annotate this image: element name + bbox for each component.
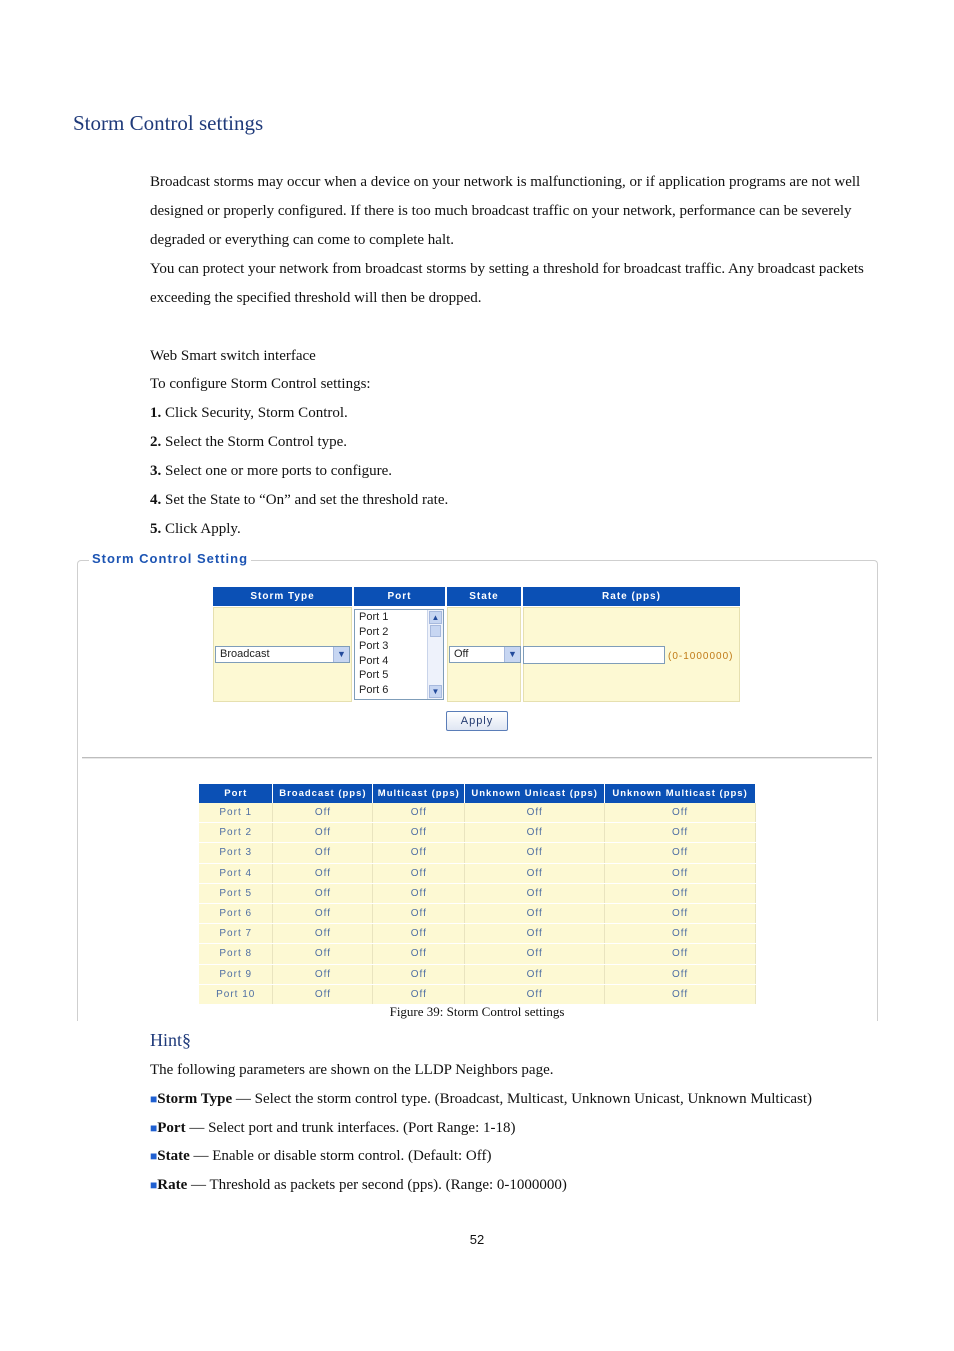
scroll-down-icon[interactable]: ▼: [429, 685, 442, 698]
rate-value-cell: Off: [373, 883, 465, 903]
rate-value-cell: Off: [273, 803, 373, 823]
figure-caption: Figure 39: Storm Control settings: [389, 1004, 565, 1019]
col-multicast: Multicast (pps): [373, 784, 465, 803]
storm-control-figure: [77, 551, 878, 1004]
chevron-down-icon: ▼: [333, 647, 349, 662]
rate-value-cell: Off: [273, 863, 373, 883]
param-storm-type: [150, 1085, 890, 1114]
port-option[interactable]: Port 4: [359, 654, 389, 667]
param-name: Storm Type: [157, 1091, 233, 1107]
storm-type-select[interactable]: [215, 646, 350, 663]
port-cell: Port 8: [199, 944, 273, 964]
rate-value-cell: Off: [273, 843, 373, 863]
table-row: [199, 863, 756, 883]
rate-value-cell: Off: [273, 924, 373, 944]
storm-type-value: Broadcast: [220, 648, 270, 660]
rate-value-cell: Off: [465, 924, 605, 944]
rate-value-cell: Off: [373, 803, 465, 823]
rate-value-cell: Off: [465, 863, 605, 883]
step-number: 2.: [150, 434, 162, 450]
port-option[interactable]: Port 6: [359, 683, 389, 696]
rate-value-cell: Off: [373, 964, 465, 984]
rate-value-cell: Off: [273, 823, 373, 843]
bullet-square-icon: ■: [150, 1121, 158, 1135]
port-cell: Port 10: [199, 984, 273, 1004]
bullet-square-icon: ■: [150, 1092, 158, 1106]
param-name: Port: [157, 1120, 186, 1136]
step-2: [150, 428, 890, 457]
hint-title: Hint§: [150, 1030, 192, 1050]
rate-range-hint: (0-1000000): [668, 651, 734, 662]
table-row: [199, 843, 756, 863]
rate-value-cell: Off: [605, 964, 756, 984]
port-cell: Port 1: [199, 803, 273, 823]
port-cell: Port 9: [199, 964, 273, 984]
param-desc: — Select the storm control type. (Broadcast, Multicast, Unknown Unicast, Unknown Multicast): [232, 1091, 813, 1107]
configure-label: To configure Storm Control settings:: [150, 376, 371, 392]
table-row: [199, 924, 756, 944]
port-cell: Port 5: [199, 883, 273, 903]
port-cell: Port 3: [199, 843, 273, 863]
page-number: 52: [469, 1232, 485, 1247]
listbox-scrollbar[interactable]: [427, 610, 443, 699]
param-name: Rate: [157, 1177, 188, 1193]
rate-value-cell: Off: [373, 944, 465, 964]
rate-input[interactable]: [523, 646, 665, 664]
rate-value-cell: Off: [605, 803, 756, 823]
rate-value-cell: Off: [465, 903, 605, 923]
rate-value-cell: Off: [605, 823, 756, 843]
rate-value-cell: Off: [605, 863, 756, 883]
step-number: 1.: [150, 405, 162, 421]
step-number: 5.: [150, 521, 162, 537]
rate-value-cell: Off: [273, 944, 373, 964]
step-text: Select one or more ports to configure.: [161, 463, 393, 479]
scroll-thumb[interactable]: [430, 625, 441, 637]
step-1: [150, 399, 890, 428]
rate-value-cell: Off: [273, 883, 373, 903]
rate-value-cell: Off: [373, 924, 465, 944]
rate-value-cell: Off: [373, 823, 465, 843]
step-text: Select the Storm Control type.: [161, 434, 348, 450]
port-option[interactable]: Port 3: [359, 640, 389, 653]
section-divider: [82, 757, 872, 759]
rate-value-cell: Off: [273, 984, 373, 1004]
rate-value-cell: Off: [465, 803, 605, 823]
interface-label: Web Smart switch interface: [150, 348, 316, 364]
rate-value-cell: Off: [465, 883, 605, 903]
port-cell: Port 2: [199, 823, 273, 843]
bullet-square-icon: ■: [150, 1178, 158, 1192]
rate-value-cell: Off: [373, 903, 465, 923]
rate-value-cell: Off: [465, 843, 605, 863]
intro-paragraph-1: Broadcast storms may occur when a device on your network is malfunctioning, or if application programs are not well designed or properly configured. If there is too much broadcast traffic on your network, performance can be severely degraded or everything can come to complete halt.: [150, 174, 861, 248]
rate-value-cell: Off: [273, 964, 373, 984]
rate-value-cell: Off: [373, 984, 465, 1004]
header-port: Port: [354, 587, 445, 606]
param-port: [150, 1114, 890, 1143]
header-state: State: [447, 587, 521, 606]
rate-value-cell: Off: [605, 944, 756, 964]
panel-legend: Storm Control Setting: [89, 551, 251, 566]
port-option[interactable]: Port 1: [359, 611, 389, 623]
rate-value-cell: Off: [465, 984, 605, 1004]
table-header-row: [199, 784, 756, 803]
rate-value-cell: Off: [605, 843, 756, 863]
step-5: [150, 515, 890, 544]
col-unknown-unicast: Unknown Unicast (pps): [465, 784, 605, 803]
port-cell: Port 6: [199, 903, 273, 923]
step-4: [150, 486, 890, 515]
step-number: 3.: [150, 463, 162, 479]
table-row: [199, 944, 756, 964]
col-port: Port: [199, 784, 273, 803]
port-listbox[interactable]: [354, 609, 444, 700]
port-cell: Port 7: [199, 924, 273, 944]
rate-value-cell: Off: [465, 964, 605, 984]
param-desc: — Threshold as packets per second (pps). (Range: 0-1000000): [187, 1177, 567, 1193]
param-desc: — Select port and trunk interfaces. (Port Range: 1-18): [185, 1120, 516, 1136]
port-cell: Port 4: [199, 863, 273, 883]
table-row: [199, 823, 756, 843]
rate-value-cell: Off: [605, 903, 756, 923]
step-text: Set the State to “On” and set the threshold rate.: [161, 492, 449, 508]
scroll-up-icon[interactable]: ▲: [429, 611, 442, 624]
rate-value-cell: Off: [273, 903, 373, 923]
param-state: [150, 1142, 890, 1171]
hint-intro: The following parameters are shown on the LLDP Neighbors page.: [150, 1062, 554, 1078]
step-number: 4.: [150, 492, 162, 508]
rate-value-cell: Off: [605, 883, 756, 903]
state-select[interactable]: [449, 646, 521, 663]
port-option[interactable]: Port 2: [359, 625, 389, 638]
bullet-square-icon: ■: [150, 1149, 158, 1163]
param-name: State: [157, 1148, 190, 1164]
col-unknown-multicast: Unknown Multicast (pps): [605, 784, 756, 803]
param-rate: [150, 1171, 890, 1200]
step-text: Click Apply.: [161, 521, 241, 537]
header-rate: Rate (pps): [523, 587, 740, 606]
header-storm-type: Storm Type: [213, 587, 352, 606]
param-desc: — Enable or disable storm control. (Default: Off): [189, 1148, 492, 1164]
table-row: [199, 984, 756, 1004]
apply-button[interactable]: Apply: [446, 711, 508, 731]
rate-value-cell: Off: [465, 944, 605, 964]
port-option[interactable]: Port 5: [359, 669, 389, 682]
rate-value-cell: Off: [605, 984, 756, 1004]
intro-paragraph-2: You can protect your network from broadcast storms by setting a threshold for broadcast traffic. Any broadcast packets exceeding the specified threshold will then be dropped.: [150, 261, 864, 306]
table-row: [199, 903, 756, 923]
col-broadcast: Broadcast (pps): [273, 784, 373, 803]
rate-value-cell: Off: [373, 843, 465, 863]
chevron-down-icon: ▼: [504, 647, 520, 662]
table-row: [199, 883, 756, 903]
state-value: Off: [454, 648, 469, 660]
step-text: Click Security, Storm Control.: [161, 405, 348, 421]
rate-value-cell: Off: [465, 823, 605, 843]
rate-value-cell: Off: [605, 924, 756, 944]
table-row: [199, 803, 756, 823]
step-3: [150, 457, 890, 486]
table-row: [199, 964, 756, 984]
storm-status-table: [199, 784, 756, 1005]
rate-value-cell: Off: [373, 863, 465, 883]
page-title: Storm Control settings: [73, 111, 264, 135]
